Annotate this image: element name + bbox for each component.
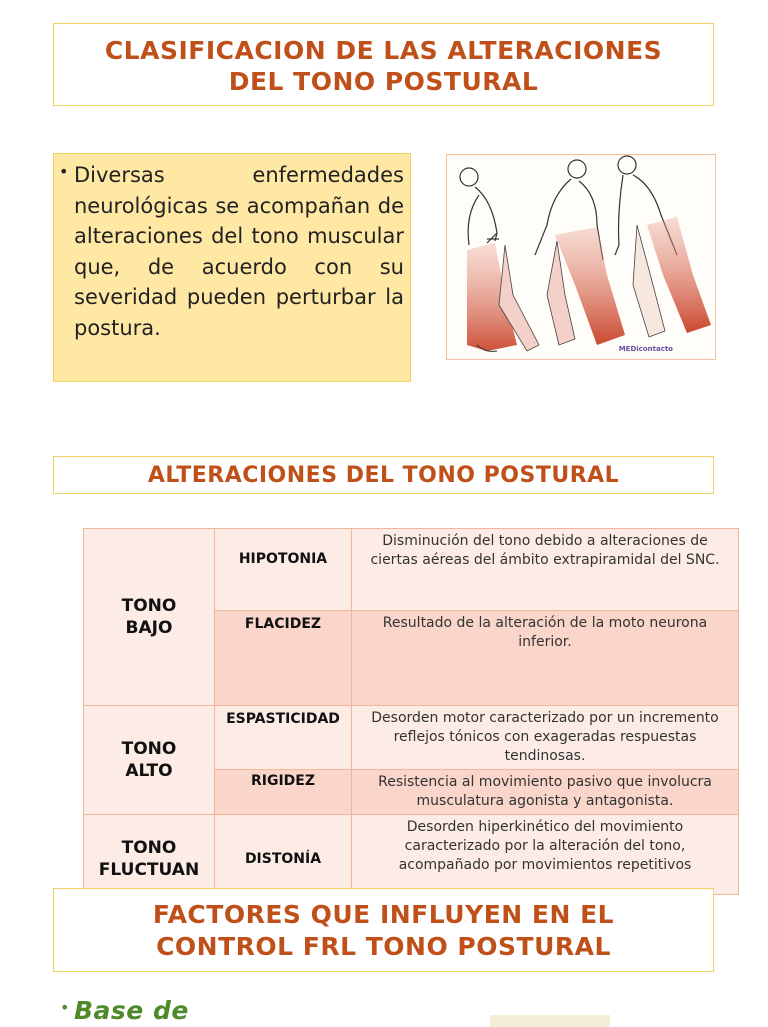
desc-cell: Desorden motor caracterizado por un incremento reflejos tónicos con exageradas respuestas tendinosas. (352, 706, 739, 770)
desc-cell: Disminución del tono debido a alteraciones de ciertas aéreas del ámbito extrapiramidal del SNC. (352, 529, 739, 611)
slide1-title-line2: DEL TONO POSTURAL (228, 67, 539, 96)
desc-cell: Resistencia al movimiento pasivo que involucra musculatura agonista y antagonista. (352, 770, 739, 815)
slide3-title-line2: CONTROL FRL TONO POSTURAL (156, 932, 611, 961)
slide2-title: ALTERACIONES DEL TONO POSTURAL (53, 456, 714, 494)
table-row (84, 529, 739, 611)
posture-illustration (446, 154, 716, 360)
walking-figures-illustration (447, 155, 717, 361)
term-cell: FLACIDEZ (215, 611, 352, 706)
group-label-line1: TONO (121, 596, 177, 616)
partial-image (490, 1015, 610, 1027)
group-cell-tono-bajo (84, 529, 215, 706)
group-label-line1: TONO (121, 739, 177, 759)
intro-box (53, 153, 411, 382)
desc-cell: Resultado de la alteración de la moto neurona inferior. (352, 611, 739, 706)
table-row (84, 706, 739, 770)
term-cell: ESPASTICIDAD (215, 706, 352, 770)
slide1-title (53, 23, 714, 106)
bullet-icon: • (60, 998, 70, 1017)
desc-cell: Desorden hiperkinético del movimiento caracterizado por la alteración del tono, acompañado por movimientos repetitivos (352, 815, 739, 895)
slide3-title (53, 888, 714, 972)
intro-text: Diversas enfermedades neurológicas se acompañan de alteraciones del tono muscular que, de acuerdo con su severidad pueden perturbar la postura. (74, 163, 404, 340)
term-cell: HIPOTONIA (215, 529, 352, 611)
slide3-title-line1: FACTORES QUE INFLUYEN EN EL (152, 900, 615, 929)
group-cell-tono-fluctuante (84, 815, 215, 895)
illustration-logo: MEDicontacto (618, 345, 673, 353)
group-label-line1: TONO (121, 838, 177, 858)
group-label-line2: FLUCTUAN (98, 860, 200, 880)
slide1-title-line1: CLASIFICACION DE LAS ALTERACIONES (104, 36, 663, 65)
slide3-bullet-text: Base de (74, 996, 189, 1025)
group-label-line2: BAJO (125, 618, 173, 638)
tone-table-container (83, 528, 739, 880)
table-row (84, 815, 739, 895)
bullet-icon: • (59, 162, 69, 181)
tone-table (83, 528, 739, 895)
term-cell: RIGIDEZ (215, 770, 352, 815)
term-cell: DISTONÍA (215, 815, 352, 895)
group-label-line2: ALTO (125, 761, 173, 781)
group-cell-tono-alto (84, 706, 215, 815)
